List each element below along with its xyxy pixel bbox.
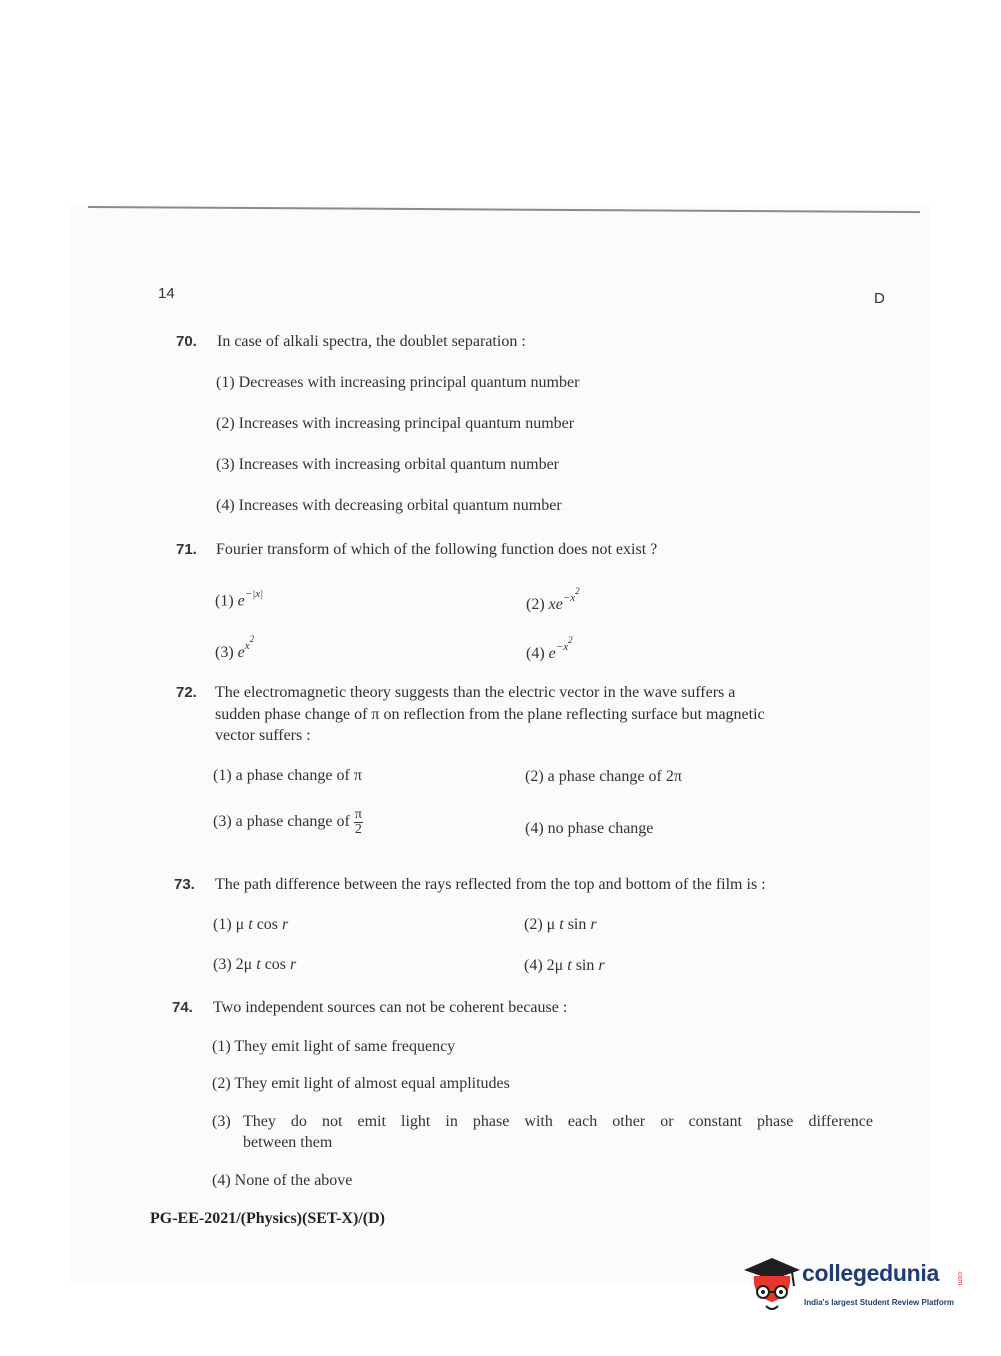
option-function: cos <box>256 916 279 933</box>
option-label: (3) a phase change of <box>213 813 350 831</box>
option-label: (1) <box>215 592 234 610</box>
question-number: 73. <box>174 876 195 893</box>
option-3-line-1: They do not emit light in phase with each other or constant phase difference <box>243 1113 873 1130</box>
option-argument: r <box>590 916 597 933</box>
option-label: (3) <box>215 643 234 661</box>
option-exponent: −x <box>555 640 569 653</box>
option-exponent-power: 2 <box>249 634 255 644</box>
brand-name: collegedunia <box>802 1260 939 1286</box>
question-number: 70. <box>176 333 197 350</box>
option-coefficient: μ <box>235 916 245 933</box>
option-1 <box>215 590 263 610</box>
question-number: 72. <box>176 684 197 701</box>
option-coefficient: 2μ <box>546 957 564 974</box>
option-argument: r <box>282 916 289 933</box>
option-variable: t <box>559 916 564 933</box>
brand-suffix: .com <box>956 1270 963 1286</box>
option-base: e <box>237 643 245 661</box>
fraction-numerator: π <box>354 807 362 822</box>
option-3: (3) Increases with increasing orbital quantum number <box>216 456 559 473</box>
option-3 <box>213 808 363 837</box>
option-variable: t <box>248 916 253 933</box>
option-label: (2) <box>526 595 545 613</box>
option-variable: t <box>567 957 572 974</box>
option-exponent: −x <box>562 591 576 604</box>
option-argument: r <box>290 956 297 973</box>
page-number: 14 <box>158 285 175 302</box>
question-number: 71. <box>176 541 197 558</box>
brand-tagline: India's largest Student Review Platform <box>804 1298 954 1307</box>
option-4 <box>526 635 573 663</box>
question-text: The path difference between the rays reflected from the top and bottom of the film is : <box>215 876 766 893</box>
option-label: (2) <box>524 916 543 933</box>
option-exponent: −|x| <box>244 588 264 600</box>
option-label: (3) <box>213 956 232 973</box>
option-3 <box>213 956 296 974</box>
option-coefficient: 2μ <box>235 956 253 973</box>
option-1: (1) Decreases with increasing principal quantum number <box>216 374 580 391</box>
option-2: (2) Increases with increasing principal quantum number <box>216 415 575 432</box>
option-label: (1) <box>213 916 232 933</box>
option-base: xe <box>548 595 563 613</box>
option-1 <box>213 916 288 934</box>
mascot-icon <box>742 1252 802 1314</box>
question-text-line-2: sudden phase change of π on reflection from the plane reflecting surface but magnetic <box>215 706 765 723</box>
option-1: (1) a phase change of π <box>213 767 362 784</box>
fraction-denominator: 2 <box>354 822 362 837</box>
option-label: (4) <box>524 957 543 974</box>
option-2: (2) a phase change of 2π <box>525 768 682 785</box>
option-label: (4) <box>526 644 545 662</box>
option-1: (1) They emit light of same frequency <box>212 1038 456 1055</box>
option-2 <box>526 586 580 614</box>
option-base: e <box>237 592 245 610</box>
option-2 <box>524 916 597 934</box>
option-exponent-power: 2 <box>568 635 573 645</box>
option-3-line-2: between them <box>243 1134 333 1151</box>
question-text-line-1: The electromagnetic theory suggests than the electric vector in the wave suffers a <box>215 684 736 701</box>
option-exponent-power: 2 <box>575 586 580 596</box>
option-variable: t <box>256 956 261 973</box>
option-4: (4) Increases with decreasing orbital quantum number <box>216 497 562 514</box>
option-argument: r <box>598 957 605 974</box>
question-number: 74. <box>172 999 193 1016</box>
question-text: Fourier transform of which of the following function does not exist ? <box>216 541 658 558</box>
option-4 <box>524 957 605 975</box>
option-coefficient: μ <box>546 916 556 933</box>
fraction <box>354 808 363 837</box>
paper-code-footer: PG-EE-2021/(Physics)(SET-X)/(D) <box>150 1210 385 1227</box>
question-text-line-3: vector suffers : <box>215 727 311 744</box>
question-text: In case of alkali spectra, the doublet separation : <box>217 333 526 350</box>
option-function: cos <box>264 956 287 973</box>
option-4: (4) no phase change <box>525 820 654 837</box>
option-4: (4) None of the above <box>212 1172 353 1189</box>
question-text: Two independent sources can not be coherent because : <box>213 999 568 1016</box>
option-exponent: x <box>244 639 250 652</box>
option-function: sin <box>567 916 587 933</box>
set-code: D <box>874 290 885 307</box>
option-base: e <box>548 644 556 662</box>
collegedunia-watermark <box>742 1252 974 1322</box>
option-3-label: (3) <box>212 1113 231 1130</box>
option-3 <box>215 634 255 662</box>
option-2: (2) They emit light of almost equal amplitudes <box>212 1075 510 1092</box>
option-function: sin <box>575 957 595 974</box>
